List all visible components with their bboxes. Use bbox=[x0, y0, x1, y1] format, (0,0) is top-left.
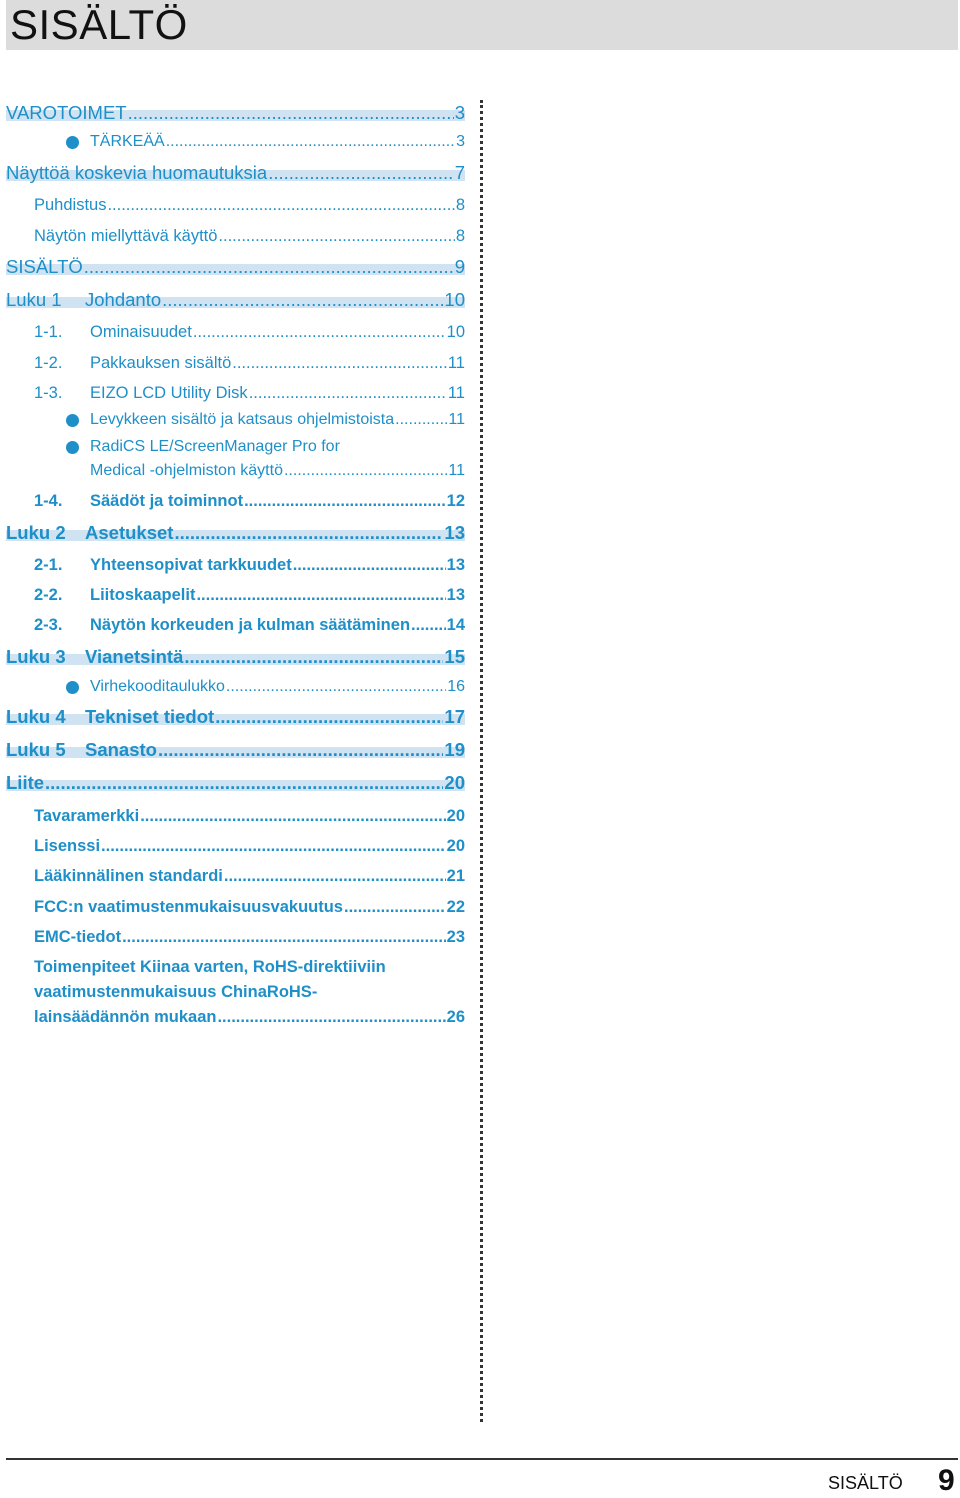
toc-chapter-varotoimet[interactable] bbox=[6, 101, 465, 123]
page-header bbox=[6, 0, 958, 50]
leader-dots bbox=[193, 320, 446, 344]
chapter-number: Luku 5 bbox=[6, 739, 66, 760]
toc-page: 11 bbox=[448, 411, 465, 428]
toc-item-1-3[interactable] bbox=[6, 381, 465, 405]
column-divider bbox=[480, 100, 483, 1422]
toc-item-fcc[interactable] bbox=[6, 895, 465, 919]
toc-label: Näytön miellyttävä käyttö bbox=[34, 227, 218, 245]
leader-dots bbox=[174, 521, 443, 545]
toc-label: VAROTOIMET bbox=[6, 102, 127, 123]
toc-label: Säädöt ja toiminnot bbox=[90, 492, 244, 510]
toc-page: 23 bbox=[446, 928, 465, 946]
leader-dots bbox=[196, 583, 445, 607]
section-number: 1-4. bbox=[34, 492, 63, 510]
toc-page: 9 bbox=[454, 256, 465, 277]
toc-label: Asetukset bbox=[85, 522, 174, 543]
leader-dots bbox=[395, 408, 447, 432]
leader-dots bbox=[249, 381, 447, 405]
toc-page: 26 bbox=[446, 1008, 465, 1026]
leader-dots bbox=[224, 864, 446, 888]
toc-label: Näyttöä koskevia huomautuksia bbox=[6, 162, 268, 183]
toc-page: 22 bbox=[446, 898, 465, 916]
toc-page: 20 bbox=[446, 837, 465, 855]
toc-item-1-2[interactable] bbox=[6, 351, 465, 375]
toc-page: 8 bbox=[455, 227, 465, 245]
toc-chapter-luku1[interactable] bbox=[6, 288, 465, 310]
toc-page: 11 bbox=[448, 462, 465, 479]
toc-label: Vianetsintä bbox=[85, 646, 184, 667]
toc-page: 7 bbox=[454, 162, 465, 183]
toc-label: Lääkinnälinen standardi bbox=[34, 867, 223, 885]
bullet-icon bbox=[66, 414, 79, 427]
toc-item-toimenpiteet[interactable] bbox=[6, 955, 465, 1031]
toc-item-puhdistus[interactable] bbox=[6, 193, 465, 217]
toc-label: Pakkauksen sisältö bbox=[90, 354, 232, 372]
leader-dots bbox=[411, 613, 446, 637]
footer-section-label: SISÄLTÖ bbox=[828, 1473, 903, 1493]
toc-label: Ominaisuudet bbox=[90, 323, 192, 341]
toc-chapter-sisalto[interactable] bbox=[6, 255, 465, 277]
chapter-number: Luku 1 bbox=[6, 289, 62, 310]
leader-dots bbox=[284, 459, 447, 483]
footer-page-number: 9 bbox=[938, 1464, 955, 1497]
toc-item-tarkeaa[interactable] bbox=[6, 130, 465, 154]
toc-chapter-luku2[interactable] bbox=[6, 521, 465, 543]
leader-dots bbox=[184, 645, 443, 669]
section-number: 1-1. bbox=[34, 323, 63, 341]
toc-label: SISÄLTÖ bbox=[6, 256, 83, 277]
bullet-icon bbox=[66, 136, 79, 149]
section-number: 2-3. bbox=[34, 616, 63, 634]
leader-dots bbox=[101, 834, 446, 858]
toc-page: 21 bbox=[446, 867, 465, 885]
toc-page: 17 bbox=[444, 706, 465, 727]
section-number: 2-1. bbox=[34, 556, 63, 574]
toc-page: 19 bbox=[444, 739, 465, 760]
toc-page: 13 bbox=[446, 586, 465, 604]
toc-page: 8 bbox=[455, 196, 465, 214]
leader-dots bbox=[215, 705, 443, 729]
section-number: 1-3. bbox=[34, 384, 63, 402]
toc-label: Sanasto bbox=[85, 739, 157, 760]
section-number: 1-2. bbox=[34, 354, 63, 372]
leader-dots bbox=[84, 255, 454, 279]
toc-item-1-1[interactable] bbox=[6, 320, 465, 344]
toc-chapter-huomautuksia[interactable] bbox=[6, 161, 465, 183]
leader-dots bbox=[226, 675, 446, 699]
chapter-number: Luku 3 bbox=[6, 646, 66, 667]
toc-page: 10 bbox=[446, 323, 465, 341]
chapter-number: Luku 2 bbox=[6, 522, 66, 543]
toc-page: 20 bbox=[444, 772, 465, 793]
toc-item-virhekooditaulukko[interactable] bbox=[6, 675, 465, 699]
toc-item-1-4[interactable] bbox=[6, 489, 465, 513]
leader-dots bbox=[140, 804, 445, 828]
toc-label: EIZO LCD Utility Disk bbox=[90, 384, 248, 402]
toc-page: 11 bbox=[447, 354, 465, 372]
leader-dots bbox=[218, 224, 454, 248]
toc-chapter-luku3[interactable] bbox=[6, 645, 465, 667]
toc-page: 14 bbox=[446, 616, 465, 634]
toc-label-line3: lainsäädännön mukaan bbox=[34, 1008, 217, 1026]
toc-label: Johdanto bbox=[85, 289, 162, 310]
toc-item-laakinnalinen-standardi[interactable] bbox=[6, 864, 465, 888]
toc-page: 16 bbox=[447, 678, 465, 695]
toc-chapter-luku4[interactable] bbox=[6, 705, 465, 727]
leader-dots bbox=[293, 553, 446, 577]
toc-label: Lisenssi bbox=[34, 837, 101, 855]
leader-dots bbox=[122, 925, 446, 949]
toc-label: Puhdistus bbox=[34, 196, 107, 214]
toc-label: Liitoskaapelit bbox=[90, 586, 196, 604]
toc-page: 12 bbox=[446, 492, 465, 510]
toc-item-radics[interactable] bbox=[6, 435, 465, 485]
toc-label: Virhekooditaulukko bbox=[90, 678, 225, 695]
toc-chapter-luku5[interactable] bbox=[6, 738, 465, 760]
toc-page: 13 bbox=[444, 522, 465, 543]
toc-label: Yhteensopivat tarkkuudet bbox=[90, 556, 292, 574]
toc-label-line1: RadiCS LE/ScreenManager Pro for bbox=[90, 438, 340, 455]
toc-page: 3 bbox=[456, 133, 465, 150]
toc-item-emc-tiedot[interactable] bbox=[6, 925, 465, 949]
leader-dots bbox=[158, 738, 443, 762]
toc-label-line2: Medical -ohjelmiston käyttö bbox=[90, 462, 283, 479]
leader-dots bbox=[45, 771, 443, 795]
toc-page: 11 bbox=[447, 384, 465, 402]
chapter-number: Luku 4 bbox=[6, 706, 66, 727]
toc-label: Näytön korkeuden ja kulman säätäminen bbox=[90, 616, 411, 634]
toc-label: TÄRKEÄÄ bbox=[90, 133, 165, 150]
bullet-icon bbox=[66, 681, 79, 694]
toc-label: FCC:n vaatimustenmukaisuusvakuutus bbox=[34, 898, 343, 916]
toc-page: 10 bbox=[444, 289, 465, 310]
toc-label: Levykkeen sisältö ja katsaus ohjelmistoista bbox=[90, 411, 395, 428]
toc-item-2-3[interactable] bbox=[6, 613, 465, 637]
toc-page: 20 bbox=[446, 807, 465, 825]
leader-dots bbox=[217, 1005, 445, 1029]
toc-item-2-1[interactable] bbox=[6, 553, 465, 577]
toc-chapter-liite[interactable] bbox=[6, 771, 465, 793]
toc-label: EMC-tiedot bbox=[34, 928, 122, 946]
toc-page: 3 bbox=[454, 102, 465, 123]
leader-dots bbox=[344, 895, 446, 919]
bullet-icon bbox=[66, 441, 79, 454]
toc-item-2-2[interactable] bbox=[6, 583, 465, 607]
toc-item-miellyttava[interactable] bbox=[6, 224, 465, 248]
page-title: SISÄLTÖ bbox=[10, 1, 188, 48]
leader-dots bbox=[107, 193, 454, 217]
leader-dots bbox=[162, 288, 443, 312]
leader-dots bbox=[232, 351, 447, 375]
toc-label: Tekniset tiedot bbox=[85, 706, 215, 727]
toc-page: 13 bbox=[446, 556, 465, 574]
toc-item-tavaramerkki[interactable] bbox=[6, 804, 465, 828]
leader-dots bbox=[268, 161, 454, 185]
leader-dots bbox=[128, 101, 454, 125]
toc-page: 15 bbox=[444, 646, 465, 667]
toc-label: Liite bbox=[6, 772, 45, 793]
leader-dots bbox=[166, 130, 455, 154]
leader-dots bbox=[244, 489, 446, 513]
toc-label: Tavaramerkki bbox=[34, 807, 140, 825]
toc-item-lisenssi[interactable] bbox=[6, 834, 465, 858]
toc-label-line2: vaatimustenmukaisuus ChinaRoHS- bbox=[34, 983, 318, 1001]
footer-rule bbox=[6, 1458, 958, 1460]
section-number: 2-2. bbox=[34, 586, 63, 604]
toc-item-levykkeen[interactable] bbox=[6, 408, 465, 432]
toc-label-line1: Toimenpiteet Kiinaa varten, RoHS-direktiiviin bbox=[34, 958, 386, 976]
